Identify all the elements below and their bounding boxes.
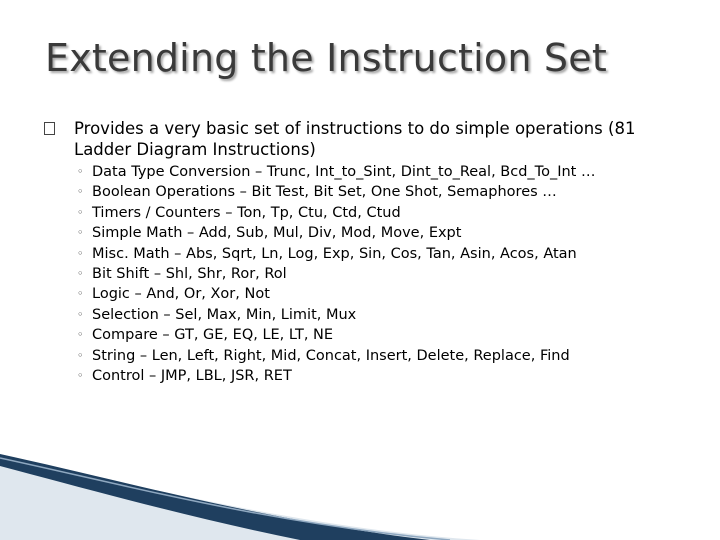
- sub-bullet-text: String – Len, Left, Right, Mid, Concat, Insert, Delete, Replace, Find: [92, 347, 570, 364]
- sub-bullet-text: Bit Shift – Shl, Shr, Ror, Rol: [92, 266, 287, 283]
- sub-bullet-item: [44, 182, 694, 202]
- sub-bullet-text: Misc. Math – Abs, Sqrt, Ln, Log, Exp, Sin, Cos, Tan, Asin, Acos, Atan: [92, 245, 577, 262]
- sub-bullet-item: [44, 284, 694, 304]
- circle-bullet-icon: ◦: [77, 287, 84, 301]
- sub-bullet-item: [44, 305, 694, 325]
- sub-bullet-item: [44, 264, 694, 284]
- circle-bullet-icon: ◦: [77, 165, 84, 178]
- sub-bullet-list: [44, 162, 694, 386]
- circle-bullet-icon: ◦: [77, 369, 84, 383]
- sub-bullet-text: Timers / Counters – Ton, Tp, Ctu, Ctd, Ctud: [92, 204, 401, 221]
- square-bullet-icon: [44, 122, 55, 135]
- circle-bullet-icon: ◦: [77, 185, 84, 199]
- sub-bullet-text: Simple Math – Add, Sub, Mul, Div, Mod, Move, Expt: [92, 225, 462, 242]
- sub-bullet-text: Selection – Sel, Max, Min, Limit, Mux: [92, 306, 357, 323]
- sub-bullet-text: Control – JMP, LBL, JSR, RET: [92, 368, 292, 385]
- slide-decoration: [0, 440, 720, 540]
- slide-title: Extending the Instruction Set: [45, 36, 607, 80]
- sub-bullet-item: [44, 244, 694, 264]
- main-bullet-text: Provides a very basic set of instructions to do simple operations (81 Ladder Diagram Instructions): [74, 119, 636, 159]
- main-bullet-item: [44, 118, 694, 160]
- circle-bullet-icon: ◦: [77, 246, 84, 260]
- sub-bullet-item: [44, 366, 694, 386]
- sub-bullet-item: [44, 346, 694, 366]
- sub-bullet-text: Compare – GT, GE, EQ, LE, LT, NE: [92, 327, 334, 344]
- sub-bullet-text: Logic – And, Or, Xor, Not: [92, 286, 270, 303]
- sub-bullet-item: [44, 203, 694, 223]
- circle-bullet-icon: ◦: [77, 226, 84, 240]
- circle-bullet-icon: ◦: [77, 205, 84, 219]
- sub-bullet-item: [44, 162, 694, 182]
- circle-bullet-icon: ◦: [77, 328, 84, 342]
- circle-bullet-icon: ◦: [77, 267, 84, 281]
- sub-bullet-item: [44, 325, 694, 345]
- circle-bullet-icon: ◦: [77, 348, 84, 362]
- sub-bullet-item: [44, 223, 694, 243]
- sub-bullet-text: Boolean Operations – Bit Test, Bit Set, One Shot, Semaphores …: [92, 184, 557, 201]
- sub-bullet-text: Data Type Conversion – Trunc, Int_to_Sint, Dint_to_Real, Bcd_To_Int …: [92, 164, 596, 180]
- slide-body: [44, 118, 694, 386]
- circle-bullet-icon: ◦: [77, 307, 84, 321]
